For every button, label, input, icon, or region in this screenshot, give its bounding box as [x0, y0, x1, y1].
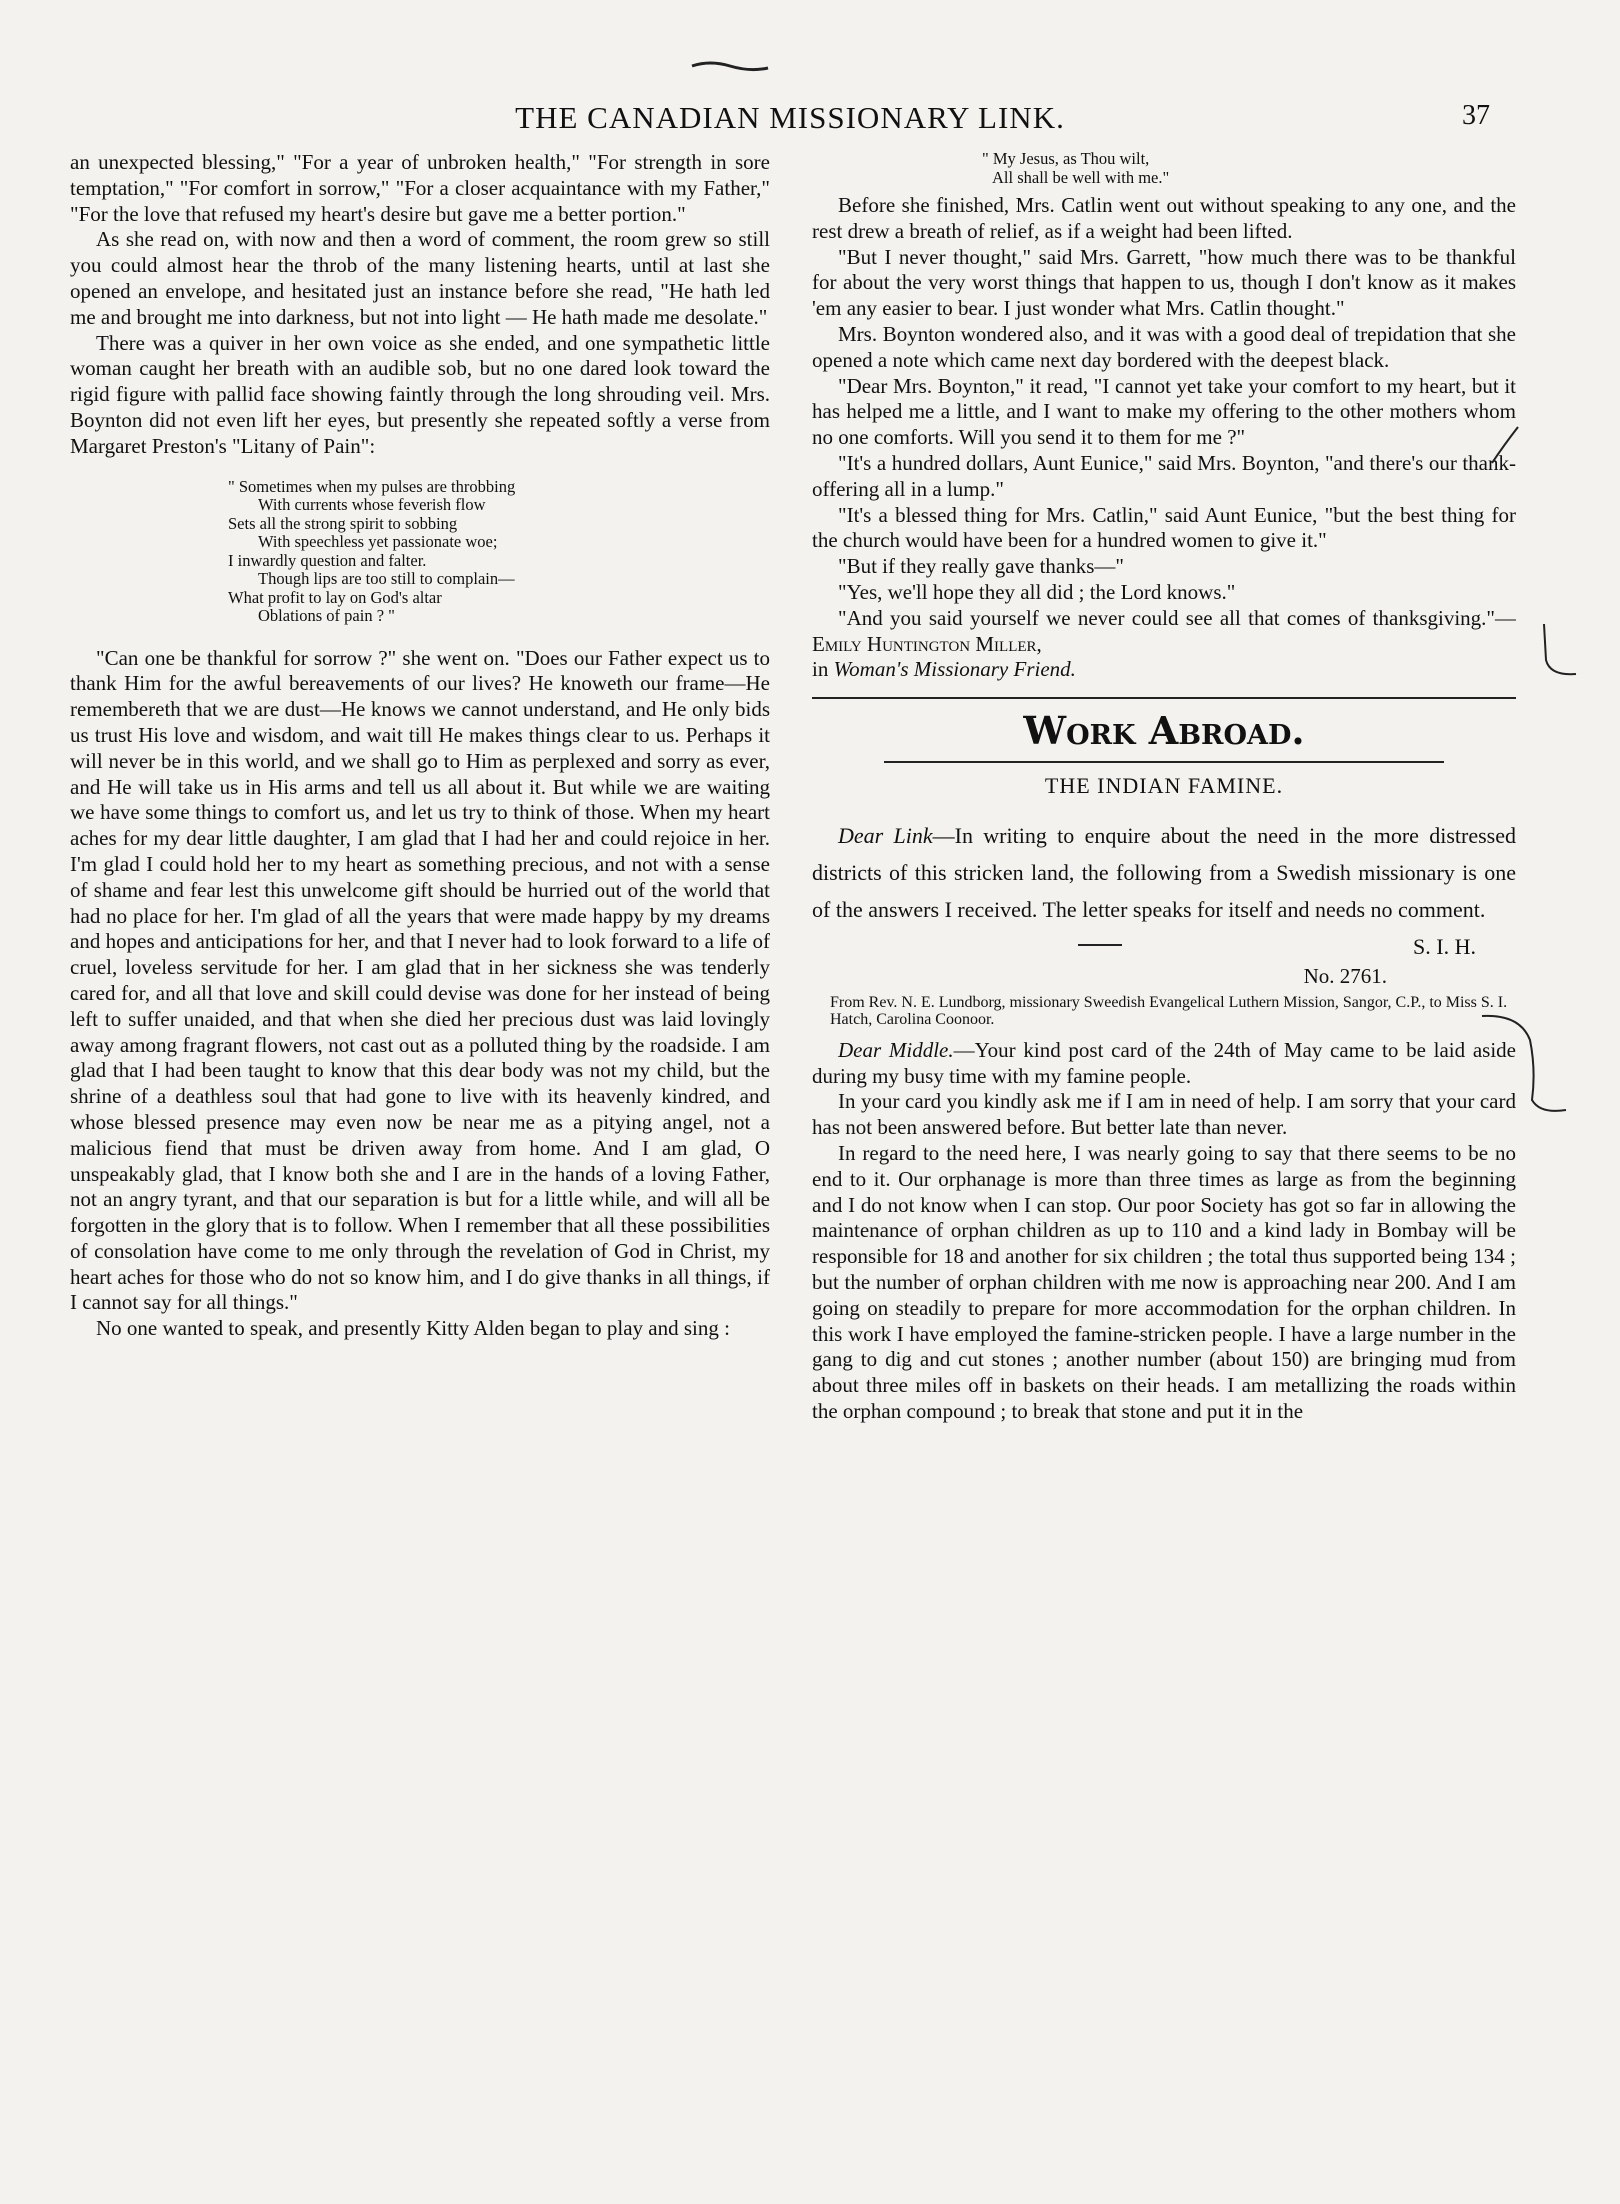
- intro-initials: S. I. H.: [1413, 933, 1476, 959]
- short-divider: [1078, 944, 1122, 946]
- poem-line: With currents whose feverish flow: [258, 495, 486, 515]
- poem-line: " Sometimes when my pulses are throbbing: [228, 476, 516, 496]
- letter-intro: [812, 817, 1516, 959]
- paragraph: "But I never thought," said Mrs. Garrett, "how much there was to be thankful for about the very worst things that happen to us, though I don't know as it makes 'em any easier to bear. I just wonder what Mrs. Catlin thought.": [812, 244, 1516, 321]
- poem-line: What profit to lay on God's altar: [228, 587, 442, 607]
- paragraph: "Can one be thankful for sorrow ?" she went on. "Does our Father expect us to thank Him for the awful bereavements of our lives? He knoweth our frame—He remembereth that we are dust—He knows we cannot understand, and He only bids us trust His love and wisdom, and wait till He makes things clear to us. Perhaps it will never be in this world, and we shall go to Him as perplexed and sorry as ever, and He will take us in His arms and tell us all about it. But while we are waiting we have some things to comfort us, and let us try to think of those. When my heart aches for my dear little daughter, I am glad that I had her and could rejoice in her. I'm glad I could hold her to my heart as something precious, and not with a sense of shame and fear lest this unwelcome gift should be hurried out of the world that had no place for her. I'm glad of all the years that were made happy by my dreams and hopes and anticipations for her, and that I never had to look forward to a life of cruel, loveless servitude for her. I am glad that in her sickness she was tenderly cared for, and all that love and skill could devise was done for her instead of being left to suffer unaided, and that when she died her precious dust was laid lovingly away among fragrant flowers, not cast out as a polluted thing by the roadside. I am glad that I had been taught to know that this dear body was not my child, but the shrine of a deathless soul that had gone to live with its heavenly kindred, and whose blessed presence may even now be near me as a pitying angel, not a malicious fiend that must be driven away from home. And I am glad, O unspeakably glad, that I know both she and I are in the hands of a loving Father, not an angry tyrant, and that our separation is but for a little while, and will all be forgotten in the glory that is to follow. When I remember that all these possibilities of consolation have come to me only through the revelation of God in Christ, my heart aches for those who do not so know him, and I do give thanks in all things, if I cannot say for all things.": [70, 645, 770, 1315]
- letter-from-line: From Rev. N. E. Lundborg, missionary Sweedish Evangelical Luthern Mission, Sangor, C.P., to Miss S. I. Hatch, Carolina Coonoor.: [830, 993, 1508, 1028]
- article-title: THE INDIAN FAMINE.: [1044, 773, 1284, 799]
- paragraph: No one wanted to speak, and presently Kitty Alden began to play and sing :: [96, 1316, 730, 1341]
- margin-bracket-mark: [1480, 1010, 1570, 1120]
- section-divider-thin: [884, 761, 1444, 763]
- section-divider: [812, 697, 1516, 699]
- paragraph: Mrs. Boynton wondered also, and it was with a good deal of trepidation that she opened a note which came next day bordered with the deepest black.: [812, 321, 1516, 372]
- source-credit: Woman's Missionary Friend.: [833, 657, 1076, 682]
- reference-number: No. 2761.: [1303, 963, 1388, 988]
- hymn-excerpt: [812, 150, 1516, 187]
- section-title: Work Abroad.: [1023, 708, 1305, 754]
- poem-line: With speechless yet passionate woe;: [258, 532, 498, 552]
- paragraph: an unexpected blessing," "For a year of unbroken health," "For strength in sore temptation," "For comfort in sorrow," "For a closer acquaintance with my Father," "For the love that refused my heart's desire but gave me a better portion.": [70, 150, 770, 226]
- paragraph: "But if they really gave thanks—": [838, 554, 1124, 579]
- poem-line: " My Jesus, as Thou wilt,: [982, 150, 1150, 168]
- poem-litany-of-pain: [70, 478, 770, 626]
- left-column: [70, 150, 770, 2170]
- page-header: [60, 100, 1520, 140]
- paragraph: [812, 606, 1516, 658]
- margin-mark: [1490, 425, 1520, 465]
- paragraph: "Dear Mrs. Boynton," it read, "I cannot yet take your comfort to my heart, but it has helped me a little, and I want to make my offering to the other mothers whom no one comforts. Will you send it to them for me ?": [812, 373, 1516, 450]
- paragraph: In your card you kindly ask me if I am in need of help. I am sorry that your card has not been answered before. But better late than never.: [812, 1089, 1516, 1140]
- paragraph: Before she finished, Mrs. Catlin went out without speaking to any one, and the rest drew a breath of relief, as if a weight had been lifted.: [812, 193, 1516, 243]
- source-credit-line: [812, 657, 1516, 683]
- paragraph: There was a quiver in her own voice as she ended, and one sympathetic little woman caught her breath with an audible sob, but no one dared look toward the rigid figure with pallid face showing faintly through the long shrouding veil. Mrs. Boynton did not even lift her eyes, but presently she repeated softly a verse from Margaret Preston's "Litany of Pain":: [70, 330, 770, 458]
- poem-line: Though lips are too still to complain—: [258, 569, 515, 589]
- right-column: [812, 150, 1516, 2170]
- intro-text: —In writing to enquire about the need in the more distressed districts of this stricken land, the following from a Swedish missionary is one of the answers I received. The letter speaks for itself and needs no comment.: [812, 822, 1516, 922]
- paragraph: As she read on, with now and then a word of comment, the room grew so still you could almost hear the throb of the many listening hearts, until at last she opened an envelope, and hesitated just an instance before she read, "He hath led me and brought me into darkness, but not into light — He hath made me desolate.": [70, 227, 770, 329]
- header-ornament: [690, 58, 770, 72]
- author-credit: —Emily Huntington Miller,: [812, 605, 1516, 656]
- poem-line: Sets all the strong spirit to sobbing: [228, 513, 458, 533]
- poem-line: I inwardly question and falter.: [228, 550, 427, 570]
- paragraph: In regard to the need here, I was nearly going to say that there seems to be no end to it. Our orphanage is more than three times as large as from the beginning and I do not know when I can stop. Our poor Society has got so far in allowing the maintenance of orphan children as up to 110 and a kind lady in Bombay will be responsible for 18 and another for six children ; the total thus supported being 134 ; but the number of orphan children with me now is approaching near 200. And I am going on steadily to prepare for more accommodation for the orphan children. In this work I have employed the famine-stricken people. I have a large number in the gang to dig and cut stones ; another number (about 150) are bringing mud from about three miles off in baskets on their heads. I am metallizing the roads within the orphan compound ; to break that stone and put it in the: [812, 1140, 1516, 1423]
- paragraph: "It's a blessed thing for Mrs. Catlin," said Aunt Eunice, "but the best thing for the church would have been for a hundred women to give it.": [812, 502, 1516, 553]
- poem-line: Oblations of pain ? ": [258, 606, 395, 626]
- paragraph: "Yes, we'll hope they all did ; the Lord knows.": [838, 579, 1236, 604]
- paragraph: "It's a hundred dollars, Aunt Eunice," said Mrs. Boynton, "and there's our thank-offering all in a lump.": [812, 450, 1516, 501]
- letter-salutation: Dear Middle.: [838, 1037, 954, 1062]
- page-number: 37: [1462, 100, 1490, 131]
- source-prefix: in: [812, 657, 834, 682]
- margin-mark: [1540, 620, 1580, 680]
- poem-line: All shall be well with me.": [992, 167, 1170, 187]
- intro-salutation: Dear Link: [838, 822, 933, 848]
- paragraph-text: —Your kind post card of the 24th of May came to be laid aside during my busy time with my famine people.: [812, 1037, 1516, 1088]
- journal-title: THE CANADIAN MISSIONARY LINK.: [515, 100, 1065, 135]
- paragraph: [812, 1038, 1516, 1090]
- paragraph-text: "And you said yourself we never could see all that comes of thanksgiving.": [838, 605, 1495, 630]
